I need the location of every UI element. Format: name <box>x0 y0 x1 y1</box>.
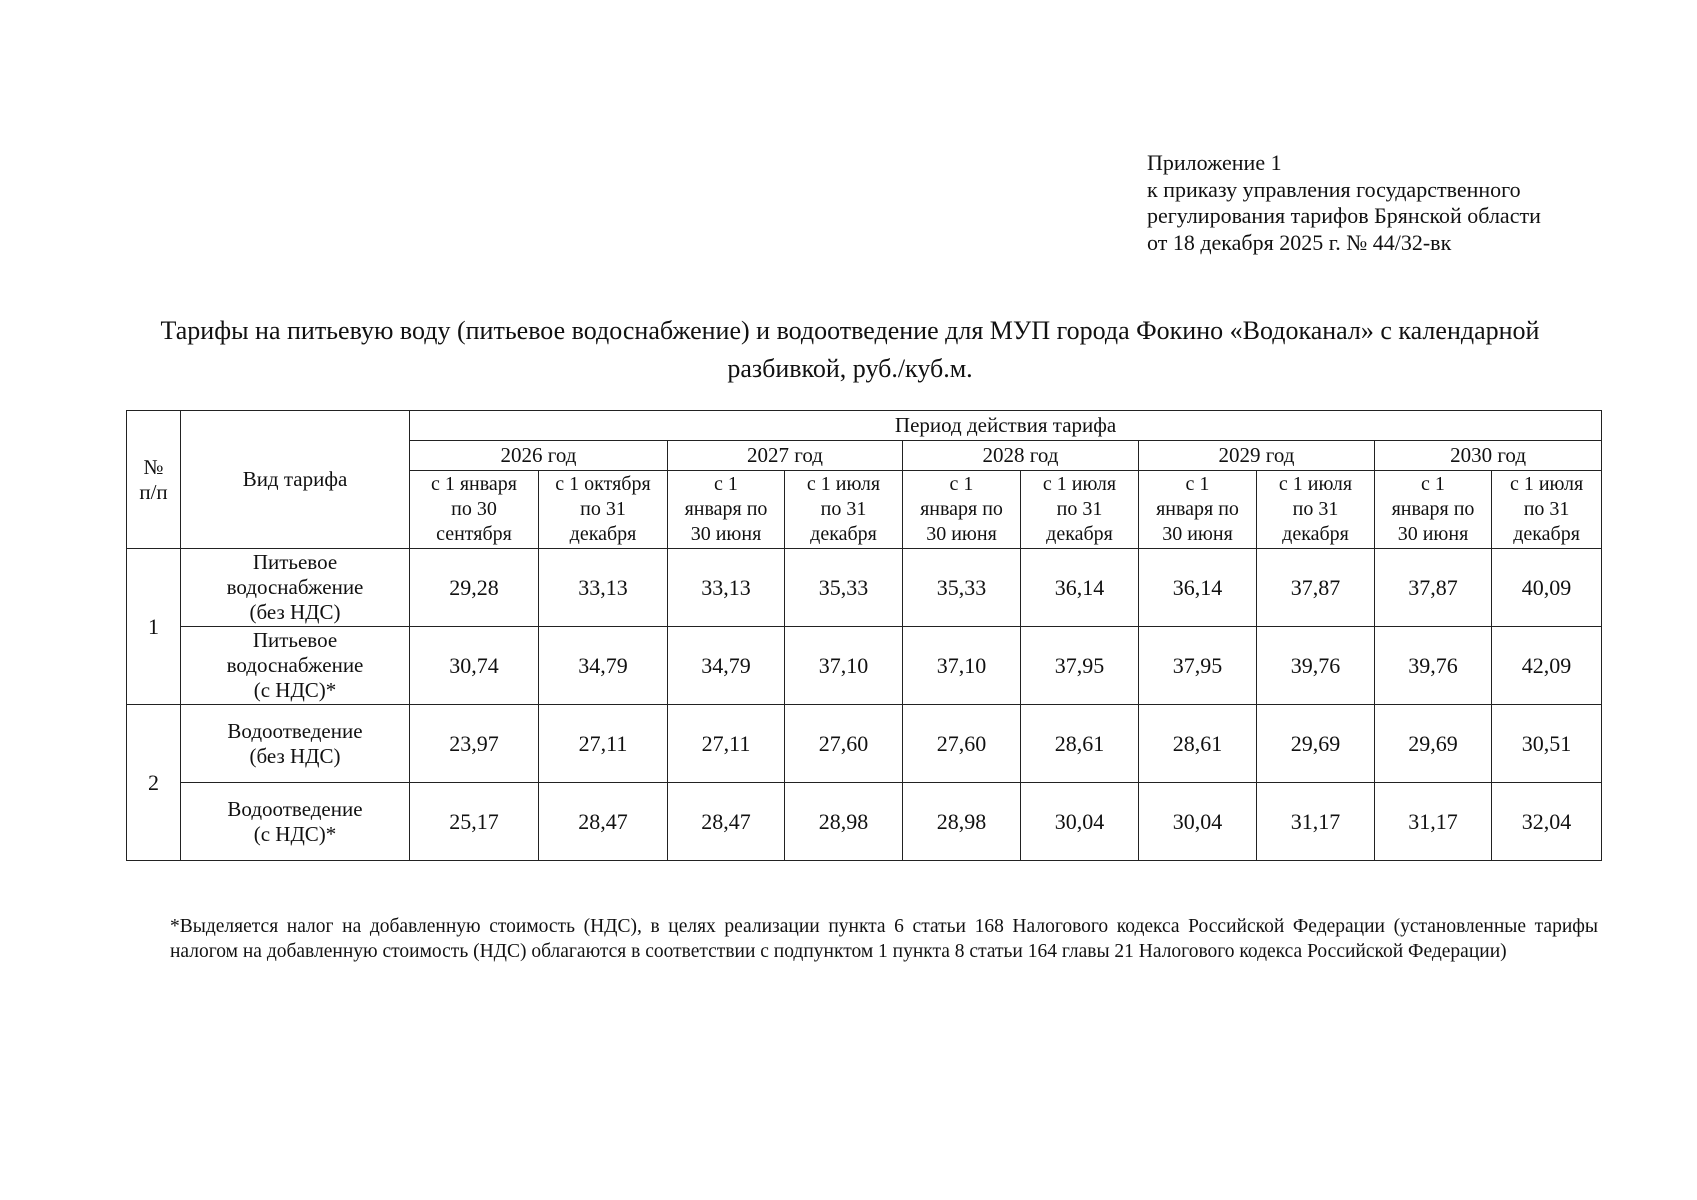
tariff-value: 34,79 <box>539 627 668 705</box>
tariff-value: 27,60 <box>903 705 1021 783</box>
tariff-name-line: водоснабжение <box>226 653 364 677</box>
tariff-name-line: (без НДС) <box>249 743 341 768</box>
tariff-value: 34,79 <box>668 627 785 705</box>
tariff-value: 29,69 <box>1257 705 1375 783</box>
footnote: *Выделяется налог на добавленную стоимость (НДС), в целях реализации пункта 6 статьи 168 Налогового кодекса Российской Федерации (установленные тарифы налогом на добавленную стоимость (НДС) облагаются в соответствии с подпунктом 1 пункта 8 статьи 164 главы 21 Налогового кодекса Российской Федерации) <box>170 916 1598 962</box>
tariff-value: 29,28 <box>410 549 539 627</box>
subperiod-line: с 1 июля <box>806 473 881 495</box>
tariff-value: 31,17 <box>1257 783 1375 861</box>
subperiod-line: 30 июня <box>690 523 762 545</box>
tariff-value: 35,33 <box>785 549 903 627</box>
tariff-value: 39,76 <box>1257 627 1375 705</box>
tariff-value: 37,95 <box>1021 627 1139 705</box>
tariff-name-line: (с НДС)* <box>253 678 337 702</box>
subperiod-line: по 30 <box>451 498 497 520</box>
tariff-name-line: Водоотведение <box>227 718 363 743</box>
subperiod-line: с 1 июля <box>1042 473 1117 495</box>
tariff-name-line: (без НДС) <box>249 600 341 624</box>
table-row <box>127 783 1602 861</box>
tariff-value: 29,69 <box>1375 705 1492 783</box>
subperiod-line: 30 июня <box>1162 523 1233 545</box>
title-line: разбивкой, руб./куб.м. <box>727 354 973 383</box>
header-subperiod <box>903 471 1021 549</box>
title-line: Тарифы на питьевую воду (питьевое водоснабжение) и водоотведение для МУП города Фокино «Водоканал» с календарной <box>160 316 1540 345</box>
appendix-line: от 18 декабря 2025 г. № 44/32-вк <box>1147 229 1452 255</box>
appendix-line: регулирования тарифов Брянской области <box>1147 203 1541 228</box>
tariff-name-line: (с НДС)* <box>253 821 337 846</box>
tariff-value: 40,09 <box>1492 549 1602 627</box>
appendix-block <box>1147 150 1541 256</box>
tariff-value: 23,97 <box>410 705 539 783</box>
header-period: Период действия тарифа <box>410 411 1602 441</box>
tariff-table <box>126 410 1602 861</box>
table-row <box>127 627 1602 705</box>
tariff-name-line: водоснабжение <box>226 575 364 599</box>
subperiod-line: по 31 <box>820 498 867 520</box>
tariff-value: 33,13 <box>539 549 668 627</box>
tariff-value: 28,98 <box>903 783 1021 861</box>
subperiod-line: января по <box>920 498 1003 520</box>
subperiod-line: 30 июня <box>926 523 997 545</box>
tariff-name-line: Водоотведение <box>227 796 363 821</box>
subperiod-line: по 31 <box>580 498 626 520</box>
header-num-line: № <box>143 454 164 479</box>
header-subperiod <box>785 471 903 549</box>
tariff-value: 32,04 <box>1492 783 1602 861</box>
tariff-value: 42,09 <box>1492 627 1602 705</box>
document-title <box>60 312 1640 388</box>
tariff-value: 27,60 <box>785 705 903 783</box>
header-year: 2027 год <box>668 441 903 471</box>
header-subperiod <box>1139 471 1257 549</box>
header-year: 2028 год <box>903 441 1139 471</box>
subperiod-line: января по <box>1391 498 1475 520</box>
tariff-value: 30,04 <box>1021 783 1139 861</box>
subperiod-line: декабря <box>1513 523 1580 545</box>
tariff-value: 36,14 <box>1021 549 1139 627</box>
tariff-name <box>181 627 410 705</box>
tariff-value: 31,17 <box>1375 783 1492 861</box>
subperiod-line: декабря <box>810 523 877 545</box>
table-row <box>127 549 1602 627</box>
header-num <box>127 411 181 549</box>
header-subperiod <box>1375 471 1492 549</box>
header-year: 2026 год <box>410 441 668 471</box>
tariff-name <box>181 705 410 783</box>
tariff-value: 37,87 <box>1375 549 1492 627</box>
subperiod-line: декабря <box>569 523 637 545</box>
row-number: 2 <box>127 705 181 861</box>
header-subperiod <box>668 471 785 549</box>
header-subperiod <box>410 471 539 549</box>
subperiod-line: сентября <box>436 523 512 545</box>
header-num-line: п/п <box>139 479 168 504</box>
subperiod-line: января по <box>1156 498 1239 520</box>
tariff-value: 33,13 <box>668 549 785 627</box>
tariff-value: 30,04 <box>1139 783 1257 861</box>
tariff-value: 37,10 <box>785 627 903 705</box>
tariff-value: 36,14 <box>1139 549 1257 627</box>
subperiod-line: с 1 октября <box>555 473 651 495</box>
subperiod-line: с 1 июля <box>1509 473 1584 495</box>
header-year: 2030 год <box>1375 441 1602 471</box>
header-subperiod <box>1492 471 1602 549</box>
header-tariff-type: Вид тарифа <box>181 411 410 549</box>
subperiod-line: по 31 <box>1056 498 1103 520</box>
tariff-value: 37,87 <box>1257 549 1375 627</box>
subperiod-line: с 1 июля <box>1278 473 1353 495</box>
tariff-value: 28,61 <box>1139 705 1257 783</box>
subperiod-line: с 1 <box>714 473 738 495</box>
subperiod-line: по 31 <box>1523 498 1570 520</box>
tariff-value: 37,10 <box>903 627 1021 705</box>
subperiod-line: декабря <box>1046 523 1113 545</box>
subperiod-line: с 1 января <box>430 473 518 495</box>
subperiod-line: с 1 <box>949 473 974 495</box>
appendix-line: Приложение 1 <box>1147 150 1282 175</box>
header-year: 2029 год <box>1139 441 1375 471</box>
subperiod-line: с 1 <box>1185 473 1210 495</box>
tariff-value: 39,76 <box>1375 627 1492 705</box>
header-subperiod <box>539 471 668 549</box>
tariff-value: 28,61 <box>1021 705 1139 783</box>
header-subperiod <box>1257 471 1375 549</box>
subperiod-line: 30 июня <box>1397 523 1469 545</box>
tariff-name <box>181 549 410 627</box>
appendix-line: к приказу управления государственного <box>1147 176 1521 202</box>
tariff-name-line: Питьевое <box>252 628 338 652</box>
tariff-value: 28,47 <box>539 783 668 861</box>
tariff-value: 28,47 <box>668 783 785 861</box>
row-number: 1 <box>127 549 181 705</box>
tariff-value: 28,98 <box>785 783 903 861</box>
tariff-name <box>181 783 410 861</box>
tariff-value: 35,33 <box>903 549 1021 627</box>
header-subperiod <box>1021 471 1139 549</box>
tariff-value: 27,11 <box>668 705 785 783</box>
subperiod-line: декабря <box>1282 523 1349 545</box>
tariff-value: 27,11 <box>539 705 668 783</box>
tariff-value: 30,74 <box>410 627 539 705</box>
tariff-value: 37,95 <box>1139 627 1257 705</box>
tariff-value: 30,51 <box>1492 705 1602 783</box>
table-row <box>127 705 1602 783</box>
subperiod-line: января по <box>684 498 768 520</box>
subperiod-line: по 31 <box>1292 498 1339 520</box>
tariff-value: 25,17 <box>410 783 539 861</box>
tariff-name-line: Питьевое <box>252 550 338 574</box>
subperiod-line: с 1 <box>1421 473 1445 495</box>
